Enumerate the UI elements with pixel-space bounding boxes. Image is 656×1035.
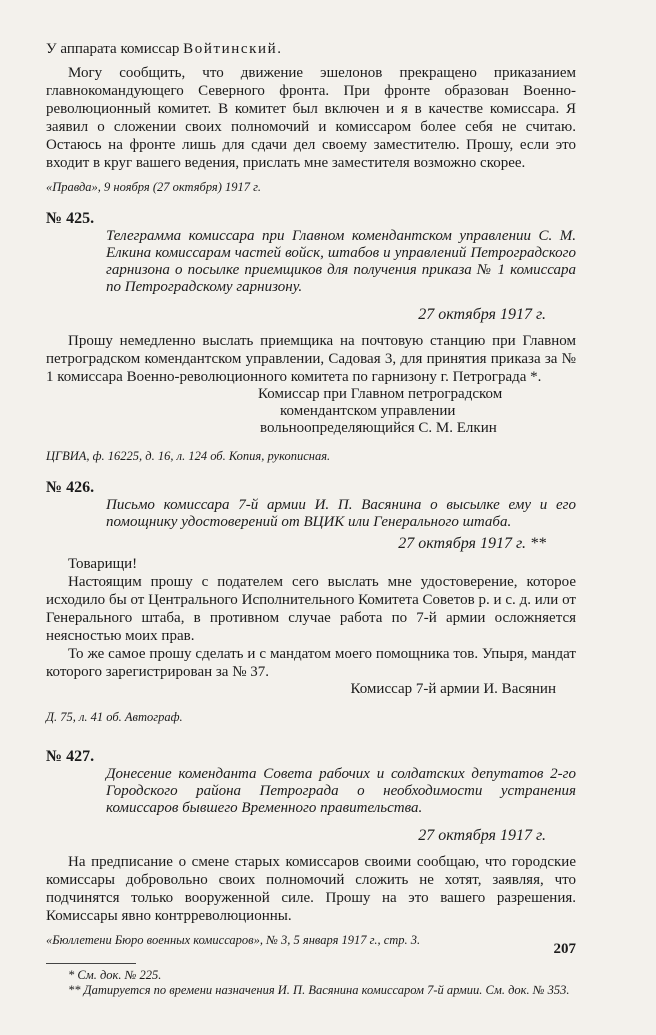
doc-greeting: Товарищи! [68, 556, 138, 572]
intro-prefix: У аппарата комиссар [46, 41, 184, 57]
doc-number: № 426. [46, 479, 95, 496]
footnote-2: ** Датируется по времени назначения И. П. Васянина комиссаром 7-й армии. См. док. № 353. [68, 983, 570, 997]
document-page [46, 40, 576, 998]
doc-date: 27 октября 1917 г. [418, 306, 546, 323]
intro-name: Войтинский. [183, 41, 283, 57]
document-425 [46, 210, 576, 465]
doc-date: 27 октября 1917 г. ** [398, 535, 546, 552]
intro-heading-line [46, 40, 576, 58]
document-426 [46, 479, 576, 726]
intro-body: Могу сообщить, что движение эшелонов прекращено приказанием главнокомандующего Северного фронта. При фронте образован Военно-революционный комитет. В комитет был включен и я в качестве комиссара. Я заявил о сложении своих полномочий и комиссаром более себя не считаю. Остаюсь на фронте лишь для сдачи дел своему заместителю. Прошу, если это входит в круг вашего ведения, прислать мне заместителя возможно скорее. [46, 65, 576, 171]
doc-source: «Бюллетени Бюро военных комиссаров», № 3, 5 января 1917 г., стр. 3. [46, 933, 421, 947]
doc-signature: Комиссар 7-й армии И. Васянин [350, 681, 556, 697]
signature-line-2: комендантском управлении [280, 403, 456, 419]
signature-line-1: Комиссар при Главном петроградском [258, 386, 503, 402]
doc-body: На предписание о смене старых комиссаров своими сообщаю, что городские комиссары добровольно своих полномочий сложить не хотят, заявляя, что подчинятся только вооруженной силе. Прошу на это вашего разрешения. Комиссары явно контрреволюционны. [46, 854, 576, 924]
doc-title: Донесение коменданта Совета рабочих и солдатских депутатов 2-го Городского района Петрограда о необходимости устранения комиссаров бывшего Временного правительства. [106, 766, 576, 816]
document-427 [46, 748, 576, 949]
page-number: 207 [553, 941, 576, 957]
footnote-divider [46, 963, 136, 964]
intro-source: «Правда», 9 ноября (27 октября) 1917 г. [46, 180, 261, 194]
doc-title: Телеграмма комиссара при Главном комендантском управлении С. М. Елкина комиссарам частей войск, штабов и управлений Петроградского гарнизона о посылке приемщиков для получения приказа № 1 комиссара по Петроградскому гарнизону. [106, 228, 576, 295]
intro-section [46, 40, 576, 196]
footnote-1: * См. док. № 225. [68, 968, 162, 982]
doc-number: № 425. [46, 210, 95, 227]
doc-body: Прошу немедленно выслать приемщика на почтовую станцию при Главном петроградском комендантском управлении, Садовая 3, для принятия приказа за № 1 комиссара Военно-революционного комитета по гарнизону г. Петрограда *. [46, 333, 576, 385]
doc-source: ЦГВИА, ф. 16225, д. 16, л. 124 об. Копия, рукописная. [46, 449, 331, 463]
doc-source: Д. 75, л. 41 об. Автограф. [46, 710, 183, 724]
doc-body-paragraph-2: То же самое прошу сделать и с мандатом моего помощника тов. Упыря, мандат которого зарегистрирован за № 37. [46, 646, 576, 680]
doc-number: № 427. [46, 748, 95, 765]
signature-line-3: вольноопределяющийся С. М. Елкин [260, 420, 497, 436]
doc-body-paragraph-1: Настоящим прошу с подателем сего выслать мне удостоверение, которое исходило бы от Центрального Исполнительного Комитета Советов р. и с. д. или от Генерального штаба, в противном случае работа по 7-й армии осложняется неясностью моих прав. [46, 574, 576, 644]
footnotes [46, 963, 576, 998]
doc-title: Письмо комиссара 7-й армии И. П. Васянина о высылке ему и его помощнику удостоверений от ВЦИК или Генерального штаба. [106, 497, 576, 530]
doc-date: 27 октября 1917 г. [418, 827, 546, 844]
